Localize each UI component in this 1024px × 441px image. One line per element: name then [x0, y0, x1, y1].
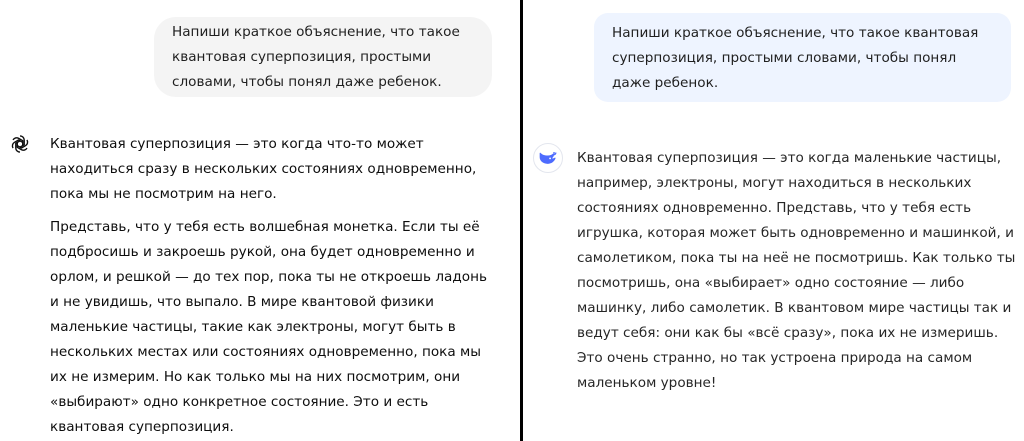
user-message-bubble [154, 17, 492, 97]
deepseek-pane [523, 0, 1024, 441]
chatgpt-logo-icon [6, 130, 34, 158]
assistant-answer [577, 146, 1017, 396]
user-message-text: Напиши краткое объяснение, что такое квантовая суперпозиция, простыми словами, чтобы понял даже ребенок. [172, 24, 460, 90]
answer-paragraph: Квантовая суперпозиция — это когда маленькие частицы, например, электроны, могут находиться в нескольких состояниях одновременно. Представь, что у тебя есть игрушка, которая может быть одновременно и машинкой, и самолетиком, пока ты на неё не посмотришь. Как только ты посмотришь, она «выбирает» одно состояние — либо машинку, либо самолетик. В квантовом мире частицы так и ведут себя: они как бы «всё сразу», пока их не измеришь. Это очень странно, но так устроена природа на самом маленьком уровне! [577, 150, 1016, 391]
user-message-bubble [594, 13, 1011, 102]
answer-paragraph: Представь, что у тебя есть волшебная монетка. Если ты её подбросишь и закроешь рукой, она будет одновременно и орлом, и решкой — до тех пор, пока ты не откроешь ладонь и не увидишь, что выпало. В мире квантовой физики маленькие частицы, такие как электроны, могут быть в нескольких местах или состояниях одновременно, пока мы их не измерим. Но как только мы на них посмотрим, они «выбирают» одно конкретное состояние. Это и есть квантовая суперпозиция. [50, 219, 487, 435]
deepseek-whale-icon [533, 143, 563, 173]
answer-paragraph: Квантовая суперпозиция — это когда что-то может находиться сразу в нескольких состояниях одновременно, пока мы не посмотрим на него. [50, 136, 477, 202]
assistant-answer [50, 132, 490, 441]
user-message-text: Напиши краткое объяснение, что такое квантовая суперпозиция, простыми словами, чтобы понял даже ребенок. [612, 25, 979, 91]
